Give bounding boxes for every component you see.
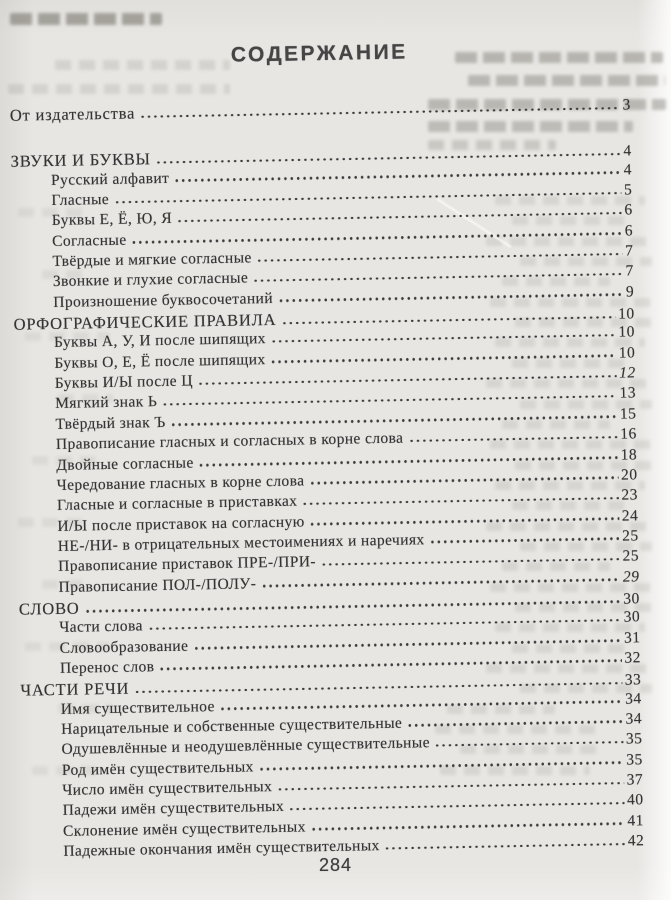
toc-entry-page-number: 37 — [626, 771, 644, 789]
page-content — [9, 30, 645, 864]
toc-entry-label: Звонкие и глухие согласные — [52, 269, 249, 291]
toc-entry-label: От издательства — [9, 103, 136, 125]
toc-entry-label: Чередование гласных в корне слова — [56, 472, 305, 494]
dot-leader — [310, 476, 618, 485]
toc-entry-page-number: 25 — [622, 547, 640, 565]
toc-entry-label: Перенос слов — [59, 658, 155, 677]
toc-entry-page-number: 7 — [625, 242, 634, 260]
dot-leader — [175, 171, 621, 183]
dot-leader — [163, 395, 616, 407]
dot-leader — [436, 740, 623, 747]
toc-entry-label: И/Ы после приставок на согласную — [57, 512, 305, 535]
dot-leader — [290, 801, 624, 811]
toc-entry-page-number: 23 — [621, 486, 639, 504]
dot-leader — [282, 315, 615, 325]
dot-leader — [260, 761, 624, 771]
toc-entry-page-number: 34 — [625, 710, 643, 728]
toc-entry-page-number: 3 — [622, 96, 631, 114]
dot-leader — [149, 618, 621, 630]
toc-entry-label: Буквы Е, Ё, Ю, Я — [51, 210, 173, 230]
dot-leader — [312, 822, 625, 831]
toc-entry-label: Правописание гласных и согласных в корне слова — [55, 429, 404, 454]
toc-entry-label: Русский алфавит — [50, 169, 170, 189]
toc-entry-page-number: 4 — [623, 161, 633, 179]
dot-leader — [141, 106, 619, 118]
toc-entry-page-number: 35 — [626, 750, 643, 769]
toc-entry-label: Мягкий знак Ь — [55, 393, 158, 413]
toc-entry-label: ЗВУКИ И БУКВЫ — [10, 149, 151, 172]
toc-entry-label: Падежные окончания имён существительных — [63, 837, 380, 860]
toc-entry-label: Правописание ПОЛ-/ПОЛУ- — [58, 574, 257, 596]
dot-leader — [279, 293, 623, 303]
dot-leader — [200, 456, 618, 467]
toc-entry-label: Род имён существительных — [61, 758, 254, 779]
dot-leader — [322, 557, 620, 566]
page-number: 284 — [318, 855, 353, 875]
toc-entry-page-number: 35 — [625, 730, 643, 748]
dot-leader — [133, 232, 622, 244]
table-of-contents — [10, 94, 645, 864]
toc-entry-label: Буквы И/Ы после Ц — [54, 372, 194, 393]
toc-entry-page-number: 10 — [618, 323, 636, 342]
toc-entry-page-number: 10 — [618, 344, 636, 362]
toc-entry-page-number: 41 — [627, 811, 645, 830]
dot-leader — [278, 781, 624, 791]
toc-entry-page-number: 6 — [624, 201, 633, 219]
toc-entry-label: Гласные и согласные в приставках — [56, 492, 298, 515]
dot-leader — [258, 252, 623, 262]
toc-entry-label: Твёрдые и мягкие согласные — [52, 249, 252, 271]
toc-entry-label: ОРФОГРАФИЧЕСКИЕ ПРАВИЛА — [13, 309, 277, 334]
toc-entry-label: Склонение имён существительных — [62, 818, 306, 840]
toc-entry-page-number: 20 — [620, 466, 638, 484]
toc-entry-page-number: 40 — [626, 791, 644, 809]
toc-entry-label: Твёрдый знак Ъ — [55, 413, 166, 433]
dot-leader — [303, 496, 618, 505]
dot-leader — [254, 272, 622, 282]
toc-entry-page-number: 30 — [623, 608, 641, 626]
toc-entry-label: Буквы А, У, И после шипящих — [53, 330, 267, 352]
toc-entry-label: Согласные — [52, 231, 127, 250]
toc-entry-page-number: 13 — [619, 384, 637, 403]
toc-entry-page-number: 7 — [625, 262, 634, 280]
toc-entry-label: ЧАСТИ РЕЧИ — [20, 678, 130, 700]
dot-leader — [221, 700, 622, 711]
toc-entry-label: НЕ-/НИ- в отрицательных местоимениях и наречиях — [57, 531, 425, 555]
dot-leader — [272, 354, 616, 364]
dot-leader — [386, 842, 625, 850]
toc-entry-label: Падежи имён существительных — [62, 798, 285, 820]
toc-entry — [10, 94, 631, 126]
toc-entry-page-number: 33 — [624, 671, 642, 689]
toc-entry-page-number: 42 — [627, 832, 645, 850]
toc-entry-page-number: 10 — [617, 305, 635, 323]
toc-entry-page-number: 32 — [624, 649, 642, 667]
bleedthrough-smudge — [10, 13, 162, 25]
toc-entry-label: Двойные согласные — [56, 453, 194, 474]
toc-entry-label: Буквы О, Е, Ё после шипящих — [54, 350, 266, 372]
toc-entry-page-number: 29 — [622, 567, 640, 586]
toc-entry-page-number: 31 — [623, 628, 641, 647]
toc-entry-label: Правописание приставок ПРЕ-/ПРИ- — [57, 553, 317, 576]
toc-entry-page-number: 9 — [625, 283, 635, 301]
toc-entry-page-number: 5 — [623, 181, 633, 199]
toc-entry-label: Гласные — [51, 190, 110, 210]
toc-entry-label: Произношение буквосочетаний — [53, 289, 274, 311]
toc-entry-page-number: 34 — [625, 689, 642, 708]
dot-leader — [408, 720, 622, 727]
toc-entry-page-number: 30 — [623, 590, 640, 608]
dot-leader — [431, 537, 620, 544]
dot-leader — [194, 639, 621, 650]
toc-entry-page-number: 16 — [620, 425, 637, 443]
toc-entry-page-number: 24 — [621, 506, 639, 525]
toc-entry-label: Части слова — [59, 617, 143, 637]
toc-entry-label: Словообразование — [59, 637, 189, 657]
dot-leader — [160, 659, 621, 671]
dot-leader — [178, 211, 621, 223]
toc-entry-label: Имя существительное — [60, 697, 215, 718]
toc-entry-page-number: 25 — [622, 527, 639, 545]
dot-leader — [262, 578, 620, 588]
toc-entry-label: СЛОВО — [18, 598, 80, 619]
toc-entry-page-number: 6 — [624, 222, 634, 240]
toc-entry-page-number: 4 — [623, 142, 632, 160]
dot-leader — [272, 334, 616, 344]
dot-leader — [115, 191, 621, 204]
toc-entry-page-number: 15 — [619, 405, 637, 423]
page-title: СОДЕРЖАНИЕ — [230, 40, 408, 67]
toc-entry-page-number: 12 — [619, 364, 636, 382]
toc-entry-page-number: 18 — [620, 445, 638, 464]
toc-entry-label: Число имён существительных — [62, 778, 273, 799]
toc-entry-label: Одушевлённые и неодушевлённые существительные — [61, 734, 431, 759]
dot-leader — [172, 415, 617, 427]
dot-leader — [311, 517, 619, 526]
dot-leader — [409, 435, 617, 442]
dot-leader — [199, 374, 616, 385]
toc-entry-label: Нарицательные и собственные существительные — [60, 714, 403, 738]
